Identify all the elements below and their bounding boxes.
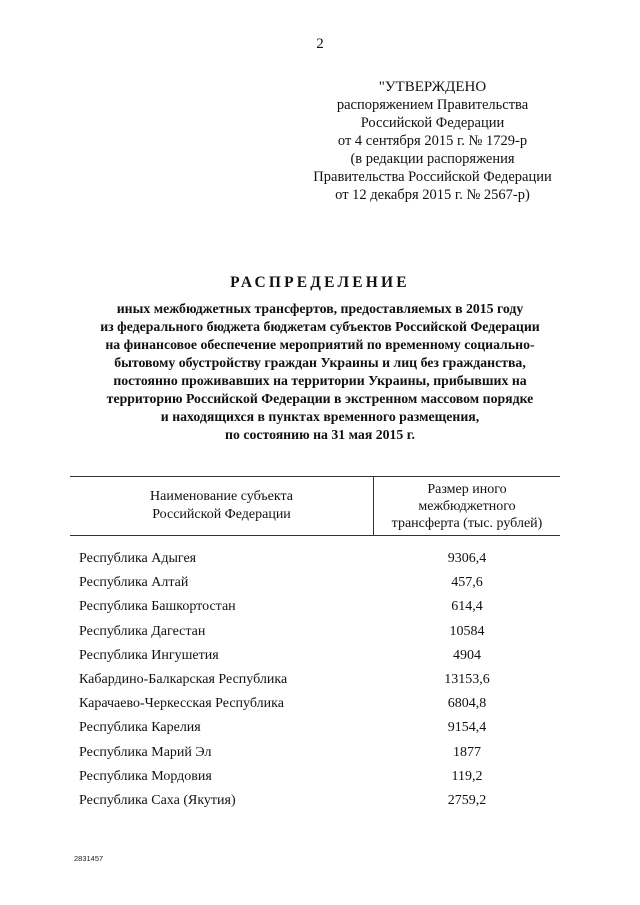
- region-name: Республика Алтай: [79, 575, 189, 591]
- region-name: Республика Башкортостан: [79, 599, 236, 615]
- page-number: 2: [316, 36, 324, 52]
- transfer-amount: 1877: [453, 744, 481, 760]
- approval-line: от 12 декабря 2015 г. № 2567-р): [335, 187, 530, 203]
- subtitle-line: и находящихся в пунктах временного размещения,: [160, 409, 480, 424]
- subtitle-line: иных межбюджетных трансфертов, предоставляемых в 2015 году: [116, 301, 524, 316]
- table-row: [70, 696, 560, 720]
- transfer-amount: 4904: [453, 647, 481, 663]
- table-row: [70, 769, 560, 793]
- region-name: Республика Адыгея: [79, 551, 197, 566]
- subtitle-line: территорию Российской Федерации в экстренном массовом порядке: [106, 391, 534, 406]
- transfer-amount: 13153,6: [444, 671, 490, 687]
- approval-line: Российской Федерации: [360, 115, 505, 131]
- document-subtitle: [60, 300, 580, 444]
- table-body: [70, 551, 560, 817]
- table-row: [70, 551, 560, 575]
- region-name: Республика Мордовия: [79, 768, 212, 784]
- region-name: Карачаево-Черкесская Республика: [79, 696, 284, 712]
- subtitle-line: на финансовое обеспечение мероприятий по временному социально-: [105, 337, 535, 352]
- table-row: [70, 624, 560, 648]
- column-header-line: Наименование субъекта: [150, 489, 293, 504]
- subtitle-line: бытовому обустройству граждан Украины и лиц без гражданства,: [114, 355, 526, 370]
- subtitle-line: постоянно проживавших на территории Украины, прибывших на: [113, 373, 527, 388]
- column-header-amount: [374, 481, 560, 532]
- column-header-line: трансферта (тыс. рублей): [391, 516, 543, 531]
- table-row: [70, 720, 560, 744]
- transfer-amount: 9306,4: [447, 551, 487, 566]
- approval-line: "УТВЕРЖДЕНО: [378, 79, 487, 95]
- region-name: Республика Марий Эл: [79, 744, 212, 760]
- column-header-line: Российской Федерации: [152, 507, 291, 522]
- column-header-line: Размер иного: [427, 482, 507, 497]
- document-title: РАСПРЕДЕЛЕНИЕ: [230, 274, 410, 291]
- approval-line: (в редакции распоряжения: [350, 151, 515, 167]
- table-row: [70, 793, 560, 817]
- document-code: 2831457: [74, 854, 104, 863]
- table-row: [70, 648, 560, 672]
- region-name: Республика Саха (Якутия): [79, 792, 236, 808]
- subtitle-line: по состоянию на 31 мая 2015 г.: [225, 427, 415, 442]
- subtitle-line: из федерального бюджета бюджетам субъектов Российской Федерации: [100, 319, 540, 334]
- region-name: Республика Ингушетия: [79, 647, 219, 663]
- transfer-amount: 6804,8: [447, 696, 487, 712]
- approval-line: Правительства Российской Федерации: [313, 169, 552, 185]
- column-header-region: [70, 488, 373, 524]
- transfer-amount: 614,4: [451, 599, 483, 615]
- transfer-amount: 9154,4: [447, 720, 487, 736]
- transfer-amount: 10584: [449, 623, 485, 639]
- table-row: [70, 745, 560, 769]
- column-header-line: межбюджетного: [418, 499, 516, 514]
- approval-line: от 4 сентября 2015 г. № 1729-р: [337, 133, 528, 149]
- approval-block: [300, 78, 565, 204]
- region-name: Республика Дагестан: [79, 623, 206, 639]
- table-header: [70, 476, 560, 536]
- table-row: [70, 599, 560, 623]
- region-name: Республика Карелия: [79, 720, 201, 736]
- table-row: [70, 672, 560, 696]
- table-row: [70, 575, 560, 599]
- transfer-amount: 2759,2: [447, 792, 487, 808]
- region-name: Кабардино-Балкарская Республика: [79, 671, 288, 687]
- transfer-amount: 119,2: [451, 768, 483, 784]
- transfer-amount: 457,6: [451, 575, 483, 591]
- approval-line: распоряжением Правительства: [336, 97, 529, 113]
- distribution-table: [70, 476, 560, 808]
